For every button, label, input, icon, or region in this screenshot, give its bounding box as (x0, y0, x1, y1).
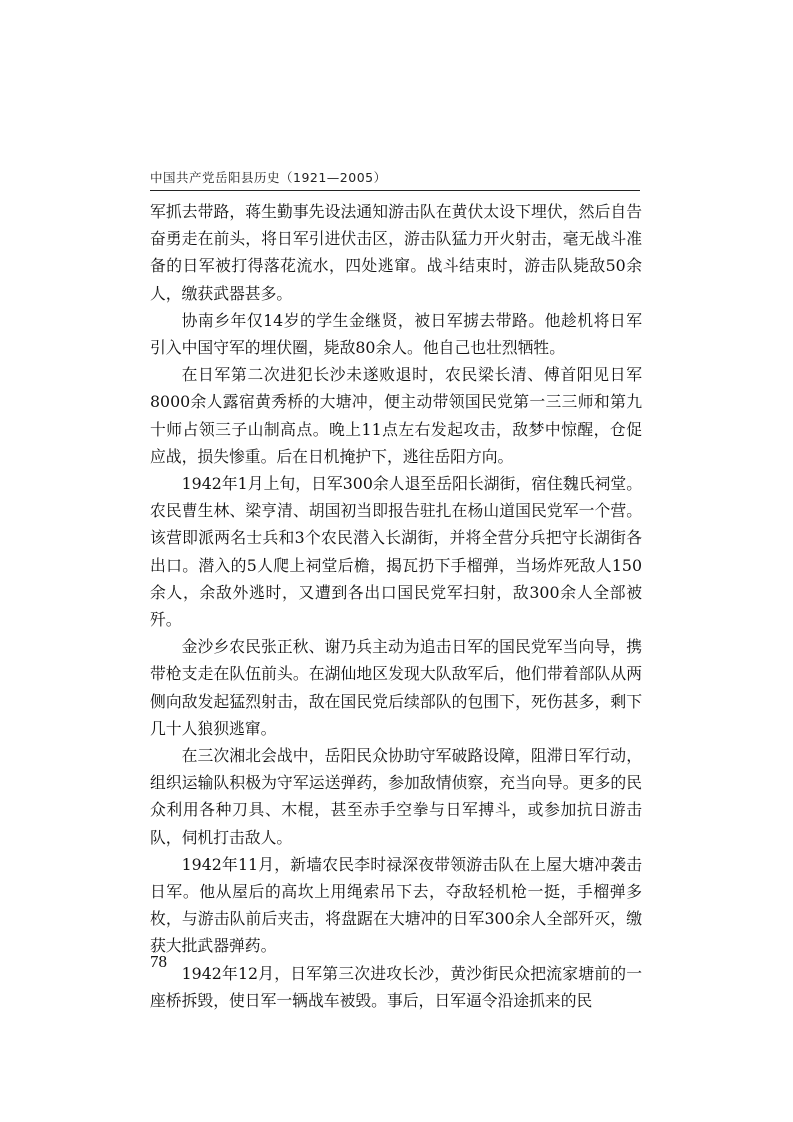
page-number: 78 (150, 952, 167, 971)
paragraph: 协南乡年仅14岁的学生金继贤，被日军掳去带路。他趁机将日军引入中国守军的埋伏圈，毙敌80余人。他自己也壮烈牺牲。 (150, 310, 642, 358)
paragraph: 1942年12月，日军第三次进攻长沙，黄沙街民众把流家塘前的一座桥拆毁，使日军一辆战车被毁。事后，日军逼令沿途抓来的民 (150, 963, 642, 1010)
body-text (150, 198, 642, 1014)
header-rule (150, 190, 640, 191)
paragraph: 在三次湘北会战中，岳阳民众协助守军破路设障，阻滞日军行动，组织运输队积极为守军运送弹药，参加敌情侦察，充当向导。更多的民众利用各种刀具、木棍，甚至赤手空拳与日军搏斗，或参加抗日游击队，伺机打击敌人。 (150, 746, 642, 847)
running-header: 中国共产党岳阳县历史（1921—2005） (150, 170, 387, 185)
paragraph: 1942年11月，新墙农民李时禄深夜带领游击队在上屋大塘冲袭击日军。他从屋后的高坎上用绳索吊下去，夺敌轻机枪一挺，手榴弹多枚，与游击队前后夹击，将盘踞在大塘冲的日军300余人全部歼灭，缴获大批武器弹药。 (150, 854, 642, 956)
paragraph: 金沙乡农民张正秋、谢乃兵主动为追击日军的国民党军当向导，携带枪支走在队伍前头。在湖仙地区发现大队敌军后，他们带着部队从两侧向敌发起猛烈射击，敌在国民党后续部队的包围下，死伤甚多，剩下几十人狼狈逃窜。 (150, 637, 642, 738)
paragraph-continued: 军抓去带路，蒋生勤事先设法通知游击队在黄伏太设下埋伏，然后自告奋勇走在前头，将日军引进伏击区，游击队猛力开火射击，毫无战斗准备的日军被打得落花流水，四处逃窜。战斗结束时，游击队毙敌50余人，缴获武器甚多。 (150, 202, 642, 303)
paragraph: 在日军第二次进犯长沙未遂败退时，农民梁长清、傅首阳见日军8000余人露宿黄秀桥的大塘冲，便主动带领国民党第一三三师和第九十师占领三子山制高点。晚上11点左右发起攻击，敌梦中惊醒，仓促应战，损失惨重。后在日机掩护下，逃往岳阳方向。 (150, 365, 642, 466)
paragraph: 1942年1月上旬，日军300余人退至岳阳长湖街，宿住魏氏祠堂。农民曹生林、梁亨清、胡国初当即报告驻扎在杨山道国民党军一个营。该营即派两名士兵和3个农民潜入长湖街，并将全营分兵把守长湖街各出口。潜入的5人爬上祠堂后檐，揭瓦扔下手榴弹，当场炸死敌人150余人，余敌外逃时，又遭到各出口国民党军扫射，敌300余人全部被歼。 (150, 474, 642, 630)
